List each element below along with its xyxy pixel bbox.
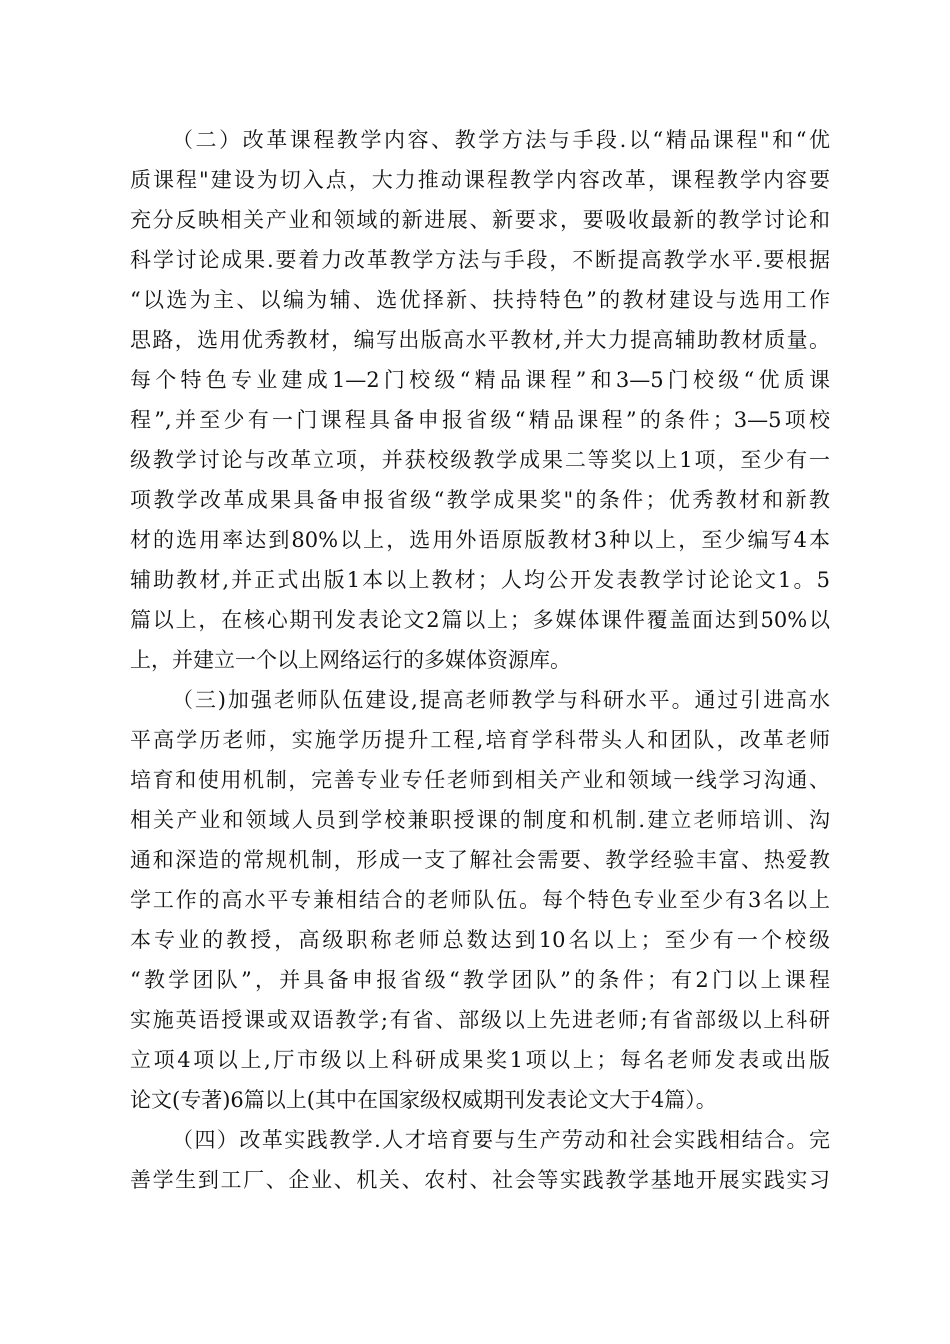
paragraph-line: 每个特色专业建成1—2门校级“精品课程”和3—5门校级“优质课 bbox=[130, 368, 830, 392]
paragraph-line: 科学讨论成果.要着力改革教学方法与手段，不断提高教学水平.要根据 bbox=[130, 248, 830, 272]
paragraph-curriculum-reform bbox=[130, 120, 830, 680]
paragraph-line: 培育和使用机制，完善专业专任老师到相关产业和领域一线学习沟通、 bbox=[130, 768, 830, 792]
paragraph-practice-teaching bbox=[130, 1120, 830, 1200]
paragraph-line: 论文(专著)6篇以上(其中在国家级权威期刊发表论文大于4篇）。 bbox=[130, 1088, 717, 1112]
paragraph-line: 平高学历老师，实施学历提升工程,培育学科带头人和团队，改革老师 bbox=[130, 728, 830, 752]
paragraph-teacher-team bbox=[130, 680, 830, 1120]
paragraph-line: 善学生到工厂、企业、机关、农村、社会等实践教学基地开展实践实习 bbox=[130, 1168, 830, 1192]
paragraph-line: （二）改革课程教学内容、教学方法与手段.以“精品课程"和“优 bbox=[172, 128, 830, 152]
paragraph-line: 思路，选用优秀教材，编写出版高水平教材,并大力提高辅助教材质量。 bbox=[130, 328, 830, 352]
paragraph-line: （三)加强老师队伍建设,提高老师教学与科研水平。通过引进高水 bbox=[172, 688, 830, 712]
paragraph-line: 辅助教材,并正式出版1本以上教材；人均公开发表教学讨论论文1。5 bbox=[130, 568, 830, 592]
paragraph-line: 上，并建立一个以上网络运行的多媒体资源库。 bbox=[130, 648, 571, 672]
paragraph-line: 程”,并至少有一门课程具备申报省级“精品课程”的条件；3—5项校 bbox=[130, 408, 830, 432]
paragraph-line: 充分反映相关产业和领域的新进展、新要求，要吸收最新的教学讨论和 bbox=[130, 208, 830, 232]
document-body bbox=[130, 120, 830, 1200]
paragraph-line: 材的选用率达到80%以上，选用外语原版教材3种以上，至少编写4本 bbox=[130, 528, 830, 552]
paragraph-line: “教学团队”，并具备申报省级“教学团队”的条件；有2门以上课程 bbox=[130, 968, 830, 992]
paragraph-line: 质课程"建设为切入点，大力推动课程教学内容改革，课程教学内容要 bbox=[130, 168, 830, 192]
paragraph-line: 学工作的高水平专兼相结合的老师队伍。每个特色专业至少有3名以上 bbox=[130, 888, 830, 912]
paragraph-line: 立项4项以上,厅市级以上科研成果奖1项以上；每名老师发表或出版 bbox=[130, 1048, 830, 1072]
paragraph-line: 项教学改革成果具备申报省级“教学成果奖"的条件；优秀教材和新教 bbox=[130, 488, 830, 512]
paragraph-line: “以选为主、以编为辅、选优择新、扶持特色”的教材建设与选用工作 bbox=[130, 288, 830, 312]
paragraph-line: （四）改革实践教学.人才培育要与生产劳动和社会实践相结合。完 bbox=[172, 1128, 830, 1152]
paragraph-line: 篇以上，在核心期刊发表论文2篇以上；多媒体课件覆盖面达到50%以 bbox=[130, 608, 830, 632]
paragraph-line: 级教学讨论与改革立项，并获校级教学成果二等奖以上1项，至少有一 bbox=[130, 448, 830, 472]
paragraph-line: 通和深造的常规机制，形成一支了解社会需要、教学经验丰富、热爱教 bbox=[130, 848, 830, 872]
paragraph-line: 实施英语授课或双语教学;有省、部级以上先进老师;有省部级以上科研 bbox=[130, 1008, 830, 1032]
paragraph-line: 相关产业和领域人员到学校兼职授课的制度和机制.建立老师培训、沟 bbox=[130, 808, 830, 832]
paragraph-line: 本专业的教授，高级职称老师总数达到10名以上；至少有一个校级 bbox=[130, 928, 830, 952]
